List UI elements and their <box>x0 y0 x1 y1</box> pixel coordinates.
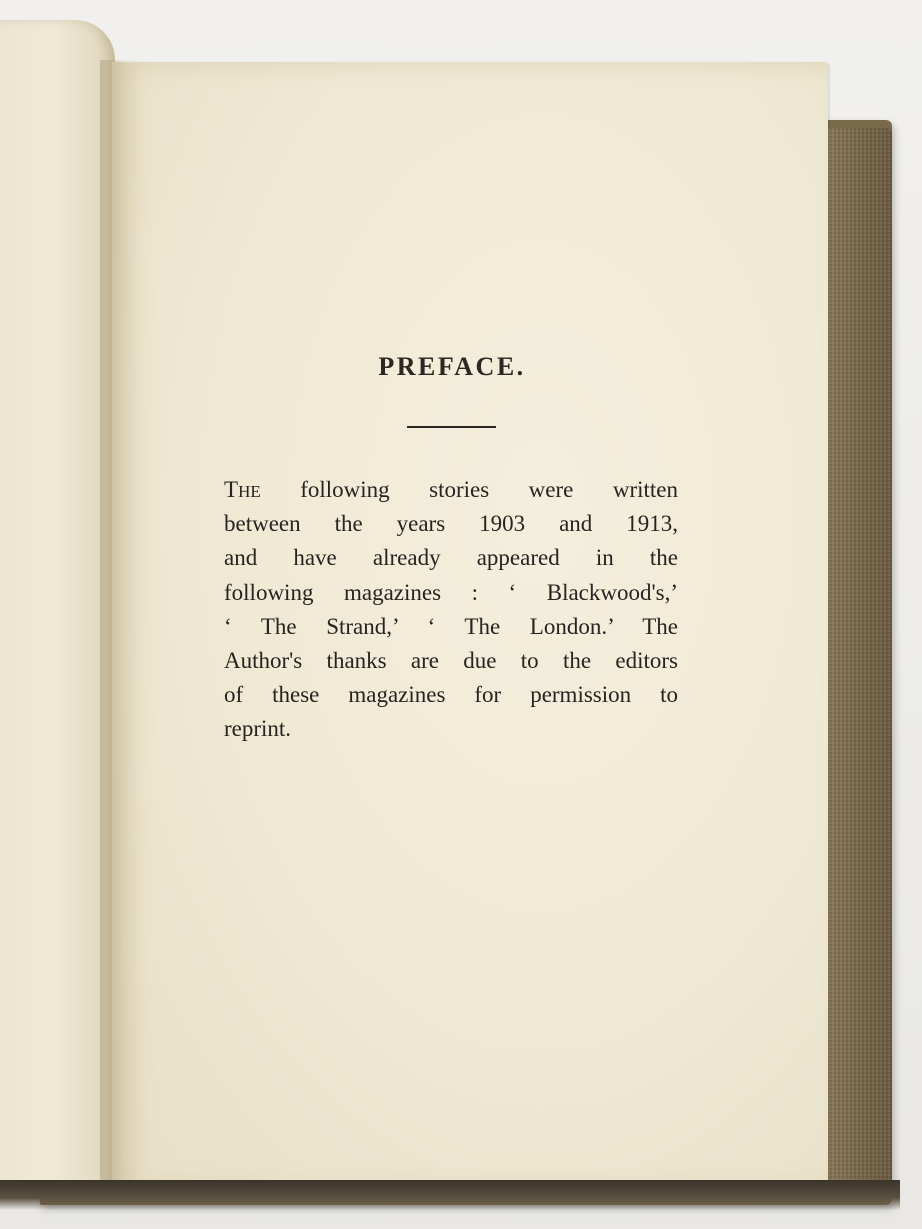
preface-heading: PREFACE. <box>378 352 526 381</box>
heading-rule <box>407 426 496 428</box>
page-gutter <box>100 60 140 1195</box>
body-line-8: reprint. <box>224 716 292 742</box>
body-line-3: and have already appeared in the <box>224 545 678 571</box>
body-line-4: following magazines : ‘ Blackwood's,’ <box>224 579 678 605</box>
body-line-6: Author's thanks are due to the editors <box>224 647 678 673</box>
book-cover-edge <box>826 128 892 1198</box>
book-bottom-shadow <box>0 1180 900 1210</box>
left-page <box>0 20 115 1190</box>
preface-body <box>224 473 678 747</box>
body-line-5: ‘ The Strand,’ ‘ The London.’ The <box>224 613 678 639</box>
body-line-7: of these magazines for permission to <box>224 682 678 708</box>
body-line-1: THE following stories were written <box>224 477 678 502</box>
body-line-2: between the years 1903 and 1913, <box>224 511 678 537</box>
